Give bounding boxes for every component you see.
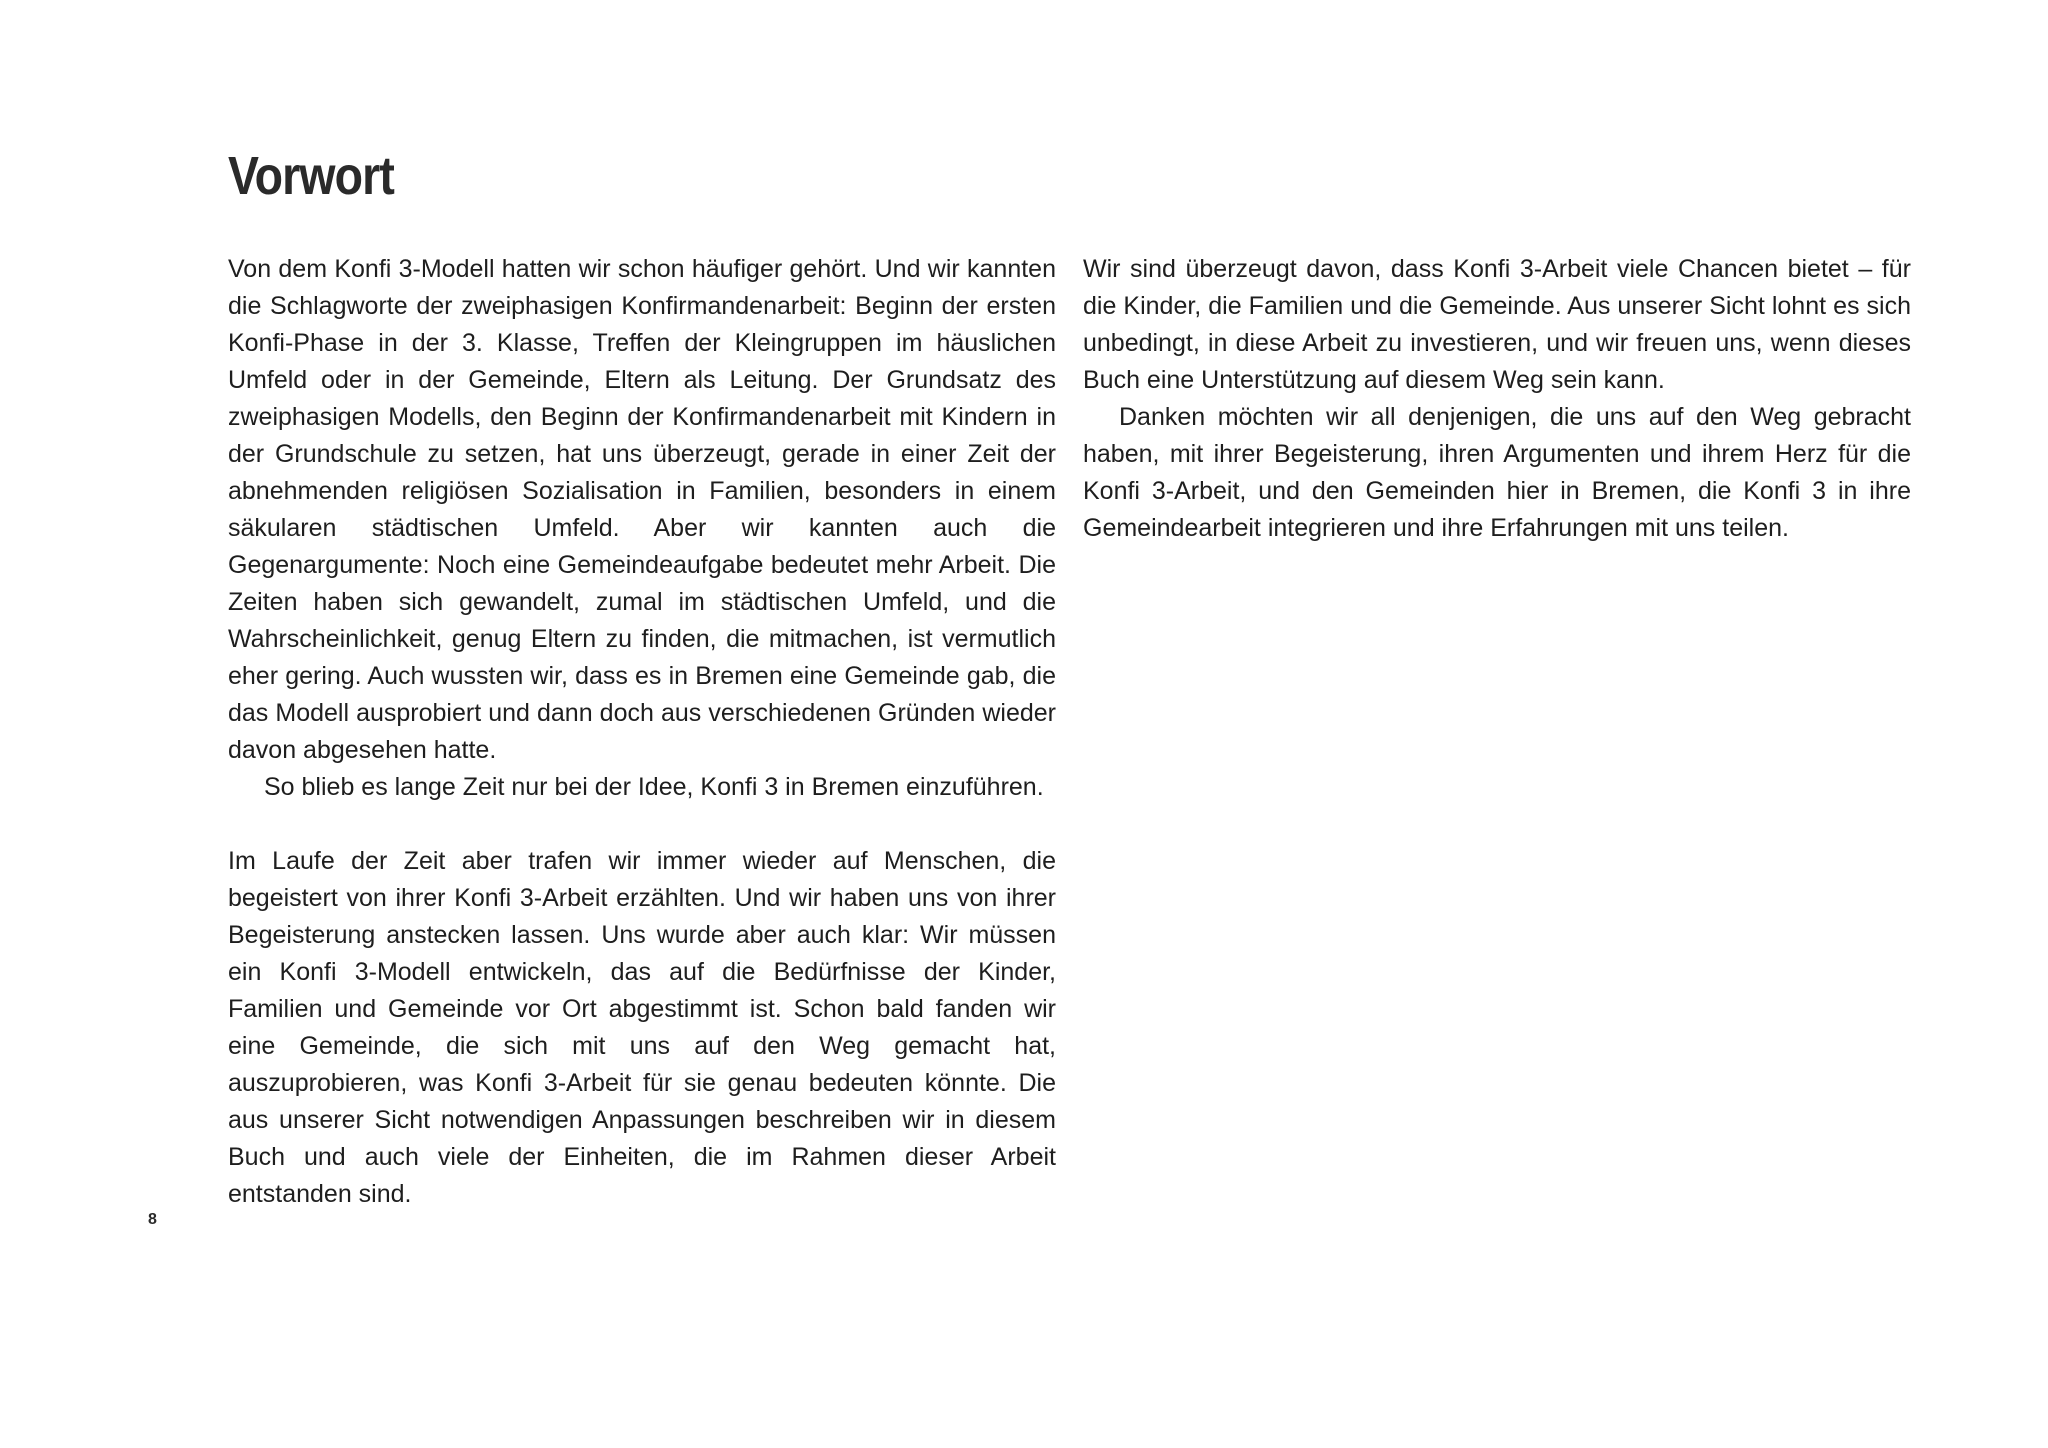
left-column [228,251,1056,1213]
paragraph: So blieb es lange Zeit nur bei der Idee, Konfi 3 in Bremen einzuführen. [264,773,1044,801]
paragraph: Wir sind überzeugt davon, dass Konfi 3-Arbeit viele Chancen bietet – für die Kinder, die Familien und die Gemeinde. Aus unserer Sicht lohnt es sich unbedingt, in diese Arbeit zu investieren, und wir freuen uns, wenn dieses Buch eine Unterstützung auf diesem Weg sein kann. [1083,255,1911,394]
paragraph: Im Laufe der Zeit aber trafen wir immer wieder auf Menschen, die begeistert von ihrer Konfi 3-Arbeit erzählten. Und wir haben uns von ihrer Begeisterung anstecken lassen. Uns wurde aber auch klar: Wir müssen ein Konfi 3-Modell entwickeln, das auf die Bedürfnisse der Kinder, Familien und Gemeinde vor Ort abgestimmt ist. Schon bald fanden wir eine Gemeinde, die sich mit uns auf den Weg gemacht hat, auszuprobieren, was Konfi 3-Arbeit für sie genau bedeuten könnte. Die aus unserer Sicht notwendigen Anpassungen beschreiben wir in diesem Buch und auch viele der Einheiten, die im Rahmen dieser Arbeit entstanden sind. [228,847,1056,1208]
page-title: Vorwort [228,146,394,206]
paragraph: Danken möchten wir all denjenigen, die uns auf den Weg gebracht haben, mit ihrer Begeisterung, ihren Argumenten und ihrem Herz für die Konfi 3-Arbeit, und den Gemeinden hier in Bremen, die Konfi 3 in ihre Gemeindearbeit integrieren und ihre Erfahrungen mit uns teilen. [1083,403,1911,542]
page-number: 8 [148,1211,157,1228]
paragraph: Von dem Konfi 3-Modell hatten wir schon häufiger gehört. Und wir kannten die Schlagworte der zweiphasigen Konfirmandenarbeit: Beginn der ersten Konfi-Phase in der 3. Klasse, Treffen der Kleingruppen im häuslichen Umfeld oder in der Gemeinde, Eltern als Leitung. Der Grundsatz des zweiphasigen Modells, den Beginn der Konfirmandenarbeit mit Kindern in der Grundschule zu setzen, hat uns überzeugt, gerade in einer Zeit der abnehmenden religiösen Sozialisation in Familien, besonders in einem säkularen städtischen Umfeld. Aber wir kannten auch die Gegenargumente: Noch eine Gemeindeaufgabe bedeutet mehr Arbeit. Die Zeiten haben sich gewandelt, zumal im städtischen Umfeld, und die Wahrscheinlichkeit, genug Eltern zu finden, die mitmachen, ist vermutlich eher gering. Auch wussten wir, dass es in Bremen eine Gemeinde gab, die das Modell ausprobiert und dann doch aus verschiedenen Gründen wieder davon abgesehen hatte. [228,255,1056,764]
right-column [1083,251,1911,547]
